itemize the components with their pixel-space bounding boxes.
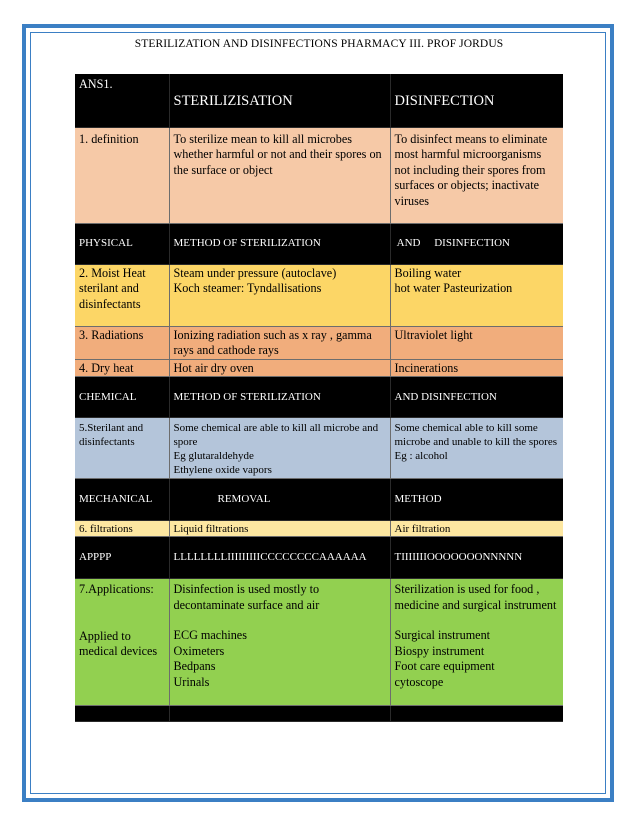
list-item: Steam under pressure (autoclave) [173, 265, 337, 280]
appp-middle: LLLLLLLLIIIIIIIIICCCCCCCCAAAAAA [169, 537, 390, 579]
physical-label: PHYSICAL [75, 223, 169, 264]
disinfection-use-text: Disinfection is used mostly to decontaminate surface and air [173, 582, 320, 612]
ans-label: ANS1. [75, 74, 169, 127]
moist-heat-row [75, 264, 563, 326]
chemical-band [75, 377, 563, 418]
sterilization-table [75, 74, 563, 722]
footer-cell [75, 706, 169, 722]
dry-heat-disinfection: Incinerations [390, 359, 563, 377]
table-title-row [75, 74, 563, 127]
filtrations-label: 6. filtrations [75, 521, 169, 537]
filtrations-disinfection: Air filtration [390, 521, 563, 537]
moist-heat-disinfection [390, 264, 563, 326]
appp-right: TIIIIIIIOOOOOOONNNNN [390, 537, 563, 579]
sterilant-label: 5.Sterilant and disinfectants [75, 418, 169, 479]
disinfect-definition: To disinfect means to eliminate most harmful microorganisms not including their spores from surfaces or objects; inactivate viruses [390, 127, 563, 223]
list-item: ECG machines [173, 628, 247, 642]
physical-band [75, 223, 563, 264]
physical-disinfection-label: AND DISINFECTION [390, 223, 563, 264]
definition-label: 1. definition [75, 127, 169, 223]
footer-band [75, 706, 563, 722]
applied-to-devices-label: Applied to medical devices [79, 628, 158, 658]
radiations-sterilization: Ionizing radiation such as x ray , gamma rays and cathode rays [169, 326, 390, 359]
moist-heat-label: 2. Moist Heat sterilant and disinfectants [75, 264, 169, 326]
list-item: Bedpans [173, 659, 216, 673]
filtrations-sterilization: Liquid filtrations [169, 521, 390, 537]
list-item: Surgical instrument [394, 628, 491, 642]
list-item: Eg : alcohol [394, 450, 448, 462]
list-item: cytoscope [394, 674, 444, 689]
dry-heat-sterilization: Hot air dry oven [169, 359, 390, 377]
chemical-method-label: METHOD OF STERILIZATION [169, 377, 390, 418]
dry-heat-row [75, 359, 563, 377]
list-item: Urinals [173, 674, 210, 689]
physical-method-label: METHOD OF STERILIZATION [169, 223, 390, 264]
footer-cell [169, 706, 390, 722]
list-item: Biospy instrument [394, 643, 485, 658]
list-item: Boiling water [394, 265, 462, 280]
list-item: Koch steamer: Tyndallisations [173, 281, 322, 295]
filtrations-row [75, 521, 563, 537]
mechanical-removal-label: REMOVAL [169, 479, 390, 521]
mechanical-method-label: METHOD [390, 479, 563, 521]
mechanical-label: MECHANICAL [75, 479, 169, 521]
radiations-label: 3. Radiations [75, 326, 169, 359]
applications-label: 7.Applications: [79, 582, 154, 596]
moist-heat-sterilization [169, 264, 390, 326]
radiations-row [75, 326, 563, 359]
appp-label: APPPP [75, 537, 169, 579]
list-item: Eg glutaraldehyde [173, 450, 254, 462]
radiations-disinfection: Ultraviolet light [390, 326, 563, 359]
sterilize-definition: To sterilize mean to kill all microbes whether harmful or not and their spores on the surface or object [169, 127, 390, 223]
applications-label-cell [75, 579, 169, 706]
list-item: Oximeters [173, 643, 225, 658]
sterilant-row [75, 418, 563, 479]
page-header: STERILIZATION AND DISINFECTIONS PHARMACY III. PROF JORDUS [134, 38, 504, 50]
sterilant-sterilization [169, 418, 390, 479]
appp-band [75, 537, 563, 579]
definition-row [75, 127, 563, 223]
sterilization-header: STERILIZISATION [169, 74, 390, 127]
list-item: Ethylene oxide vapors [173, 464, 272, 476]
dry-heat-label: 4. Dry heat [75, 359, 169, 377]
list-item: Foot care equipment [394, 659, 495, 673]
applications-disinfection [169, 579, 390, 706]
footer-cell [390, 706, 563, 722]
applications-row [75, 579, 563, 706]
list-item: Some chemical are able to kill all microbe and spore [173, 422, 379, 448]
list-item: Some chemical able to kill some microbe and unable to kill the spores [394, 422, 558, 448]
applications-sterilization [390, 579, 563, 706]
disinfection-header: DISINFECTION [390, 74, 563, 127]
mechanical-band [75, 479, 563, 521]
list-item: hot water Pasteurization [394, 281, 513, 295]
sterilant-disinfection [390, 418, 563, 479]
chemical-disinfection-label: AND DISINFECTION [390, 377, 563, 418]
chemical-label: CHEMICAL [75, 377, 169, 418]
sterilization-use-text: Sterilization is used for food , medicine and surgical instrument [394, 582, 557, 612]
